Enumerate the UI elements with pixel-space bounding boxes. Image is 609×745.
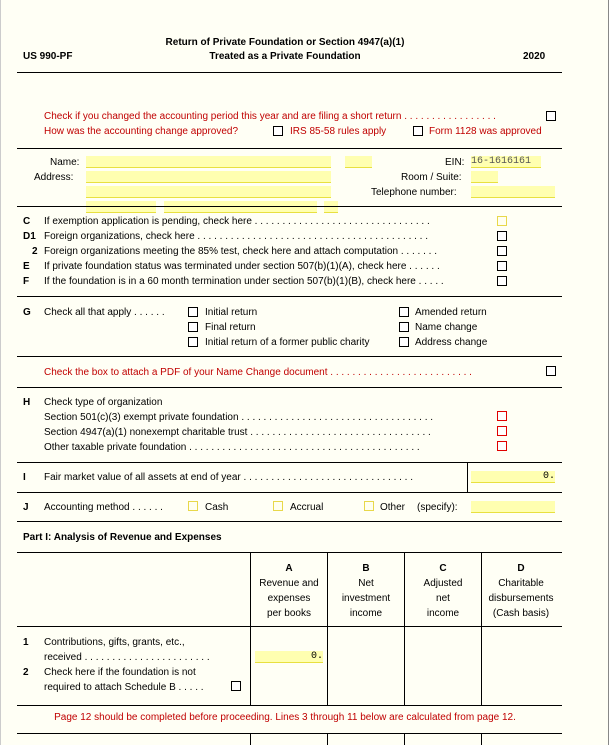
col-d-line1: Charitable (498, 578, 544, 589)
line-j-label: Accounting method . . . . . . (44, 502, 163, 513)
room-suite-field[interactable] (471, 171, 498, 183)
col-c-header (405, 561, 481, 621)
line-c-checkbox[interactable] (497, 216, 507, 226)
initial-return-former-charity-label: Initial return of a former public charity (205, 337, 370, 348)
line-c-num: C (23, 216, 31, 227)
line-d1-checkbox[interactable] (497, 231, 507, 241)
cash-checkbox[interactable] (188, 501, 198, 511)
pdf-attach-label: Check the box to attach a PDF of your Name Change document . . . . . . . . . . . . . . . . . . . . . . . . . . (44, 367, 472, 378)
line-h-num: H (23, 397, 31, 408)
name-field-2[interactable] (345, 156, 372, 168)
address-label: Address: (34, 172, 74, 183)
line-h-label: Check type of organization (44, 397, 163, 408)
line-e-text: If private foundation status was terminated under section 507(b)(1)(A), check here . . . . . . (44, 261, 440, 272)
address-change-label: Address change (415, 337, 488, 348)
section-501c3-checkbox[interactable] (497, 411, 507, 421)
line-d1-num: D1 (23, 231, 36, 242)
specify-label: (specify): (417, 502, 458, 513)
col-b-line2: investment (341, 593, 391, 604)
short-return-checkbox[interactable] (546, 111, 556, 121)
cash-label: Cash (205, 502, 229, 513)
final-return-checkbox[interactable] (188, 322, 198, 332)
col-c-line1: Adjusted (423, 578, 463, 589)
line1-text1: Contributions, gifts, grants, etc., (44, 637, 185, 648)
line-i-num: I (23, 472, 26, 483)
col-a-line2: expenses (267, 593, 311, 604)
col-d-letter: D (517, 563, 525, 574)
form1128-checkbox[interactable] (413, 126, 423, 136)
initial-return-checkbox[interactable] (188, 307, 198, 317)
address-field[interactable] (86, 171, 331, 183)
section-4947-checkbox[interactable] (497, 426, 507, 436)
col-c-line3: income (426, 608, 460, 619)
final-return-label: Final return (205, 322, 256, 333)
fair-market-value-field[interactable]: 0. (471, 471, 555, 483)
proceed-notice: Page 12 should be completed before proceeding. Lines 3 through 11 below are calculated from page 12. (54, 712, 516, 723)
irs-rules-label: IRS 85-58 rules apply (290, 126, 387, 137)
zip-field[interactable] (324, 201, 338, 213)
other-taxable-checkbox[interactable] (497, 441, 507, 451)
line-g-num: G (23, 307, 31, 318)
line-c-text: If exemption application is pending, check here . . . . . . . . . . . . . . . . . . . . . . . . . . . . . . . . (44, 216, 430, 227)
col-c-letter: C (439, 563, 447, 574)
col-a-line1: Revenue and (259, 578, 319, 589)
irs-rules-checkbox[interactable] (273, 126, 283, 136)
other-method-checkbox[interactable] (364, 501, 374, 511)
initial-return-label: Initial return (205, 307, 258, 318)
city-field[interactable] (86, 201, 156, 213)
line-j-num: J (23, 502, 29, 513)
pdf-attach-checkbox[interactable] (546, 366, 556, 376)
line-f-checkbox[interactable] (497, 276, 507, 286)
line-d2-num: 2 (32, 246, 38, 257)
line-d1-text: Foreign organizations, check here . . . . . . . . . . . . . . . . . . . . . . . . . . . . . . . . . . . . . . . . . . (44, 231, 429, 242)
name-label: Name: (50, 157, 80, 168)
address-field-2[interactable] (86, 186, 331, 198)
ein-field[interactable]: 16-1616161 (471, 156, 541, 168)
telephone-label: Telephone number: (371, 187, 457, 198)
address-change-checkbox[interactable] (399, 337, 409, 347)
state-field[interactable] (164, 201, 317, 213)
amended-return-label: Amended return (415, 307, 487, 318)
room-suite-label: Room / Suite: (401, 172, 462, 183)
how-approved-label: How was the accounting change approved? (44, 126, 239, 137)
accrual-checkbox[interactable] (273, 501, 283, 511)
tax-year: 2020 (523, 51, 546, 62)
col-d-line3: (Cash basis) (492, 608, 550, 619)
line2-num: 2 (23, 667, 29, 678)
line2-text1: Check here if the foundation is not (44, 667, 196, 678)
initial-return-former-charity-checkbox[interactable] (188, 337, 198, 347)
col-c-line2: net (436, 593, 450, 604)
line1-text2: received . . . . . . . . . . . . . . . . . . . . . . . (44, 652, 210, 663)
name-change-label: Name change (415, 322, 478, 333)
name-field[interactable] (86, 156, 331, 168)
col-b-line3: income (349, 608, 383, 619)
col-b-header (328, 561, 404, 621)
line-f-num: F (23, 276, 30, 287)
line-g-label: Check all that apply . . . . . . (44, 307, 165, 318)
section-501c3-label: Section 501(c)(3) exempt private foundation . . . . . . . . . . . . . . . . . . . . . . . . . . . . . . . . . . . (44, 412, 434, 423)
accrual-label: Accrual (290, 502, 324, 513)
line-d2-checkbox[interactable] (497, 246, 507, 256)
col-d-line2: disbursements (488, 593, 554, 604)
amended-return-checkbox[interactable] (399, 307, 409, 317)
col-b-letter: B (362, 563, 370, 574)
contributions-field[interactable]: 0. (255, 651, 323, 663)
form1128-label: Form 1128 was approved (429, 126, 542, 137)
part1-title: Part I: Analysis of Revenue and Expenses (23, 532, 222, 543)
section-4947-label: Section 4947(a)(1) nonexempt charitable trust . . . . . . . . . . . . . . . . . . . . . . . . . . . . . . . . . (44, 427, 431, 438)
other-taxable-label: Other taxable private foundation . . . . . . . . . . . . . . . . . . . . . . . . . . . . . . . . . . . . . . . . . . (44, 442, 420, 453)
form-title-line2: Treated as a Private Foundation (209, 51, 361, 62)
telephone-field[interactable] (471, 186, 555, 198)
specify-field[interactable] (471, 501, 555, 513)
line-f-text: If the foundation is in a 60 month termination under section 507(b)(1)(B), check here . . . . . (44, 276, 444, 287)
other-method-label: Other (380, 502, 406, 513)
schedule-b-checkbox[interactable] (231, 681, 241, 691)
line-i-text: Fair market value of all assets at end of year . . . . . . . . . . . . . . . . . . . . . . . . . . . . . . . (44, 472, 414, 483)
line-e-checkbox[interactable] (497, 261, 507, 271)
line1-num: 1 (23, 637, 29, 648)
ein-label: EIN: (445, 157, 465, 168)
col-a-letter: A (285, 563, 293, 574)
col-a-header (251, 561, 327, 621)
form-title-line1: Return of Private Foundation or Section 4947(a)(1) (165, 37, 405, 48)
col-a-line3: per books (267, 608, 311, 619)
col-d-header (482, 561, 560, 621)
line-e-num: E (23, 261, 30, 272)
short-return-label: Check if you changed the accounting period this year and are filing a short return . . . . . . . . . . . . . . . . . (44, 111, 496, 122)
form-number: US 990-PF (23, 51, 73, 62)
name-change-checkbox[interactable] (399, 322, 409, 332)
col-b-line1: Net (358, 578, 374, 589)
line-d2-text: Foreign organizations meeting the 85% test, check here and attach computation . . . . . . . (44, 246, 437, 257)
line2-text2: required to attach Schedule B . . . . . (44, 682, 204, 693)
